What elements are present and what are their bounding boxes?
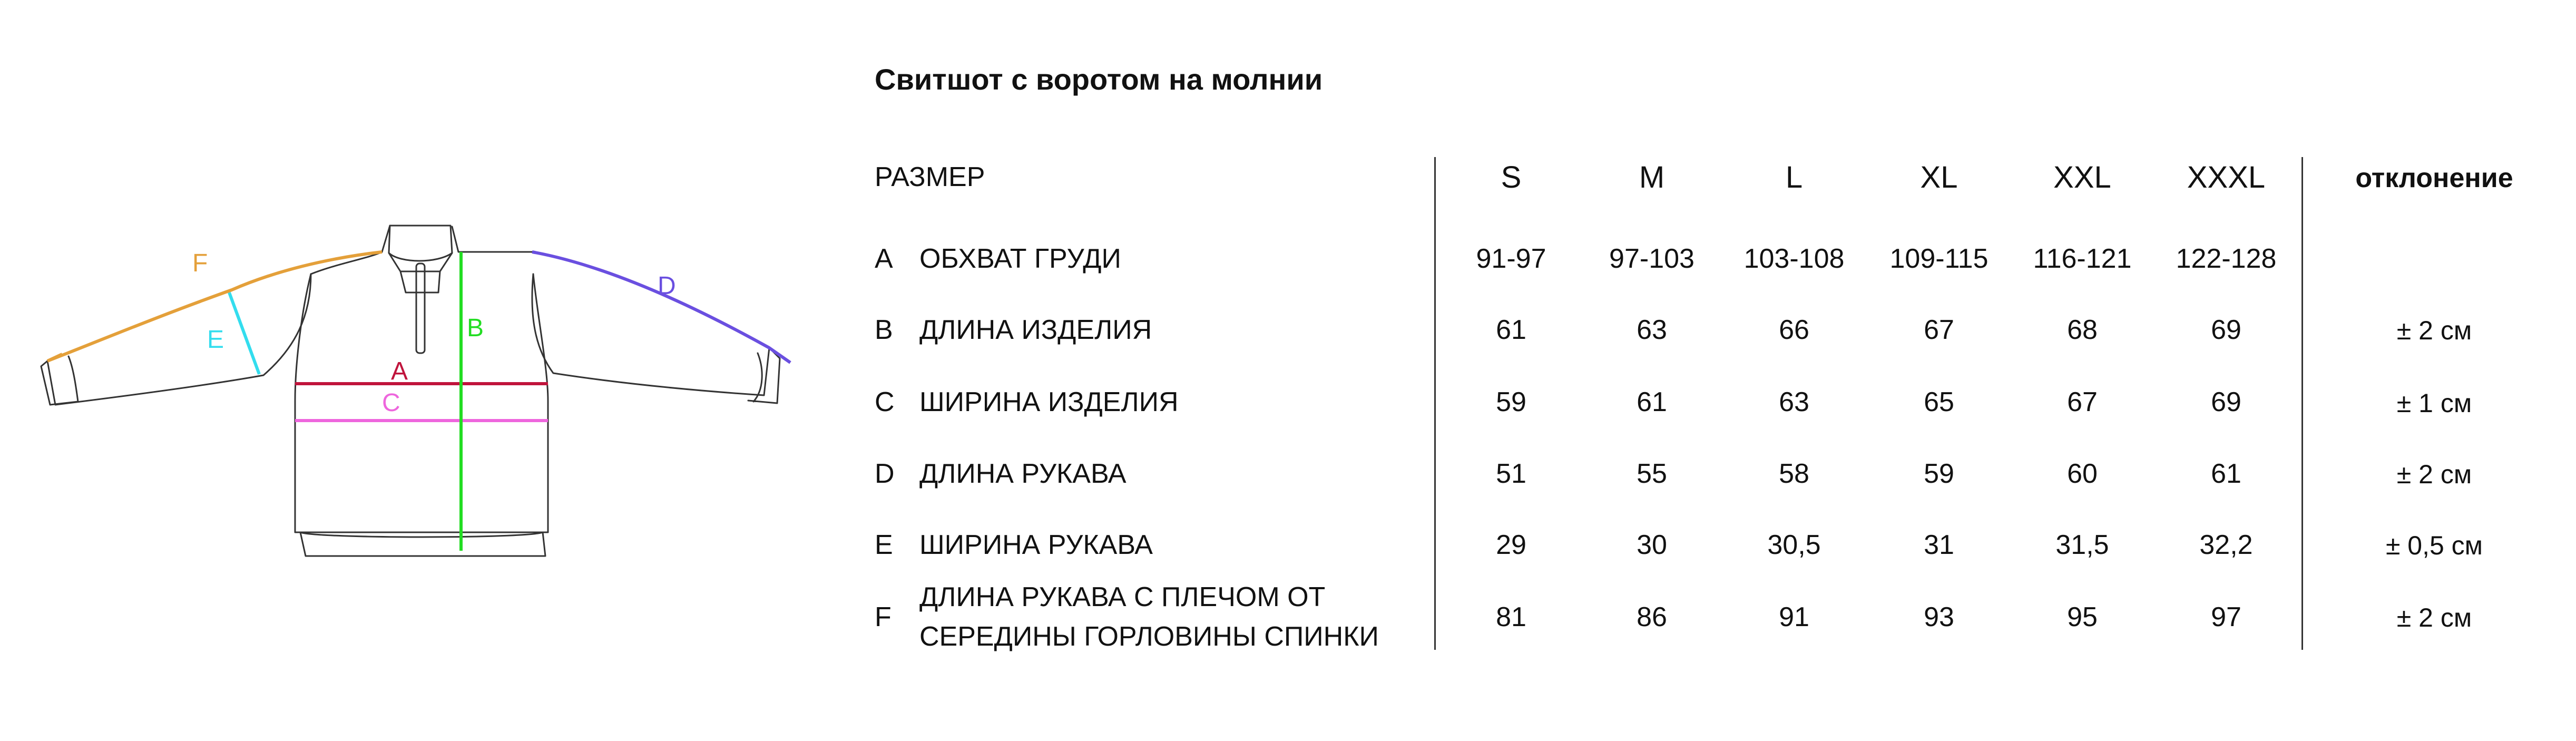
- measure-line-d: [532, 252, 790, 363]
- size-l: L: [1785, 160, 1803, 194]
- sweater-diagram: [0, 0, 843, 741]
- page-title: Свитшот с воротом на молнии: [875, 63, 1323, 96]
- row-e-xl: 31: [1924, 530, 1954, 560]
- row-a-xl: 109-115: [1889, 243, 1989, 274]
- row-a-s: 91-97: [1476, 243, 1546, 274]
- measure-line-e: [229, 292, 259, 374]
- row-c-xxxl: 69: [2211, 387, 2241, 417]
- row-c-m: 61: [1637, 387, 1667, 417]
- row-f-xxxl: 97: [2211, 602, 2241, 632]
- row-c-xxl: 67: [2067, 387, 2098, 417]
- row-f-param-line2: СЕРЕДИНЫ ГОРЛОВИНЫ СПИНКИ: [919, 621, 1379, 652]
- row-c-param: ШИРИНА ИЗДЕЛИЯ: [919, 387, 1179, 417]
- zipper: [416, 264, 425, 353]
- row-e-param: ШИРИНА РУКАВА: [919, 530, 1153, 560]
- row-d-l: 58: [1779, 459, 1809, 489]
- left-cuff: [41, 356, 78, 405]
- row-a-letter: A: [875, 243, 893, 274]
- hem-band: [300, 532, 545, 556]
- row-e-letter: E: [875, 530, 893, 560]
- row-f-m: 86: [1637, 602, 1667, 632]
- row-b-deviation: ± 2 см: [2396, 316, 2472, 345]
- size-m: M: [1639, 160, 1665, 194]
- row-b-xxxl: 69: [2211, 315, 2241, 345]
- row-a-m: 97-103: [1609, 243, 1695, 274]
- row-b-param: ДЛИНА ИЗДЕЛИЯ: [919, 315, 1152, 345]
- size-header: РАЗМЕР: [875, 162, 985, 192]
- divider-right: [2301, 157, 2303, 650]
- label-c: C: [382, 389, 400, 417]
- divider-left: [1434, 157, 1436, 650]
- label-f: F: [192, 249, 208, 277]
- row-c-deviation: ± 1 см: [2396, 388, 2472, 418]
- row-a-param: ОБХВАТ ГРУДИ: [919, 243, 1121, 274]
- row-d-letter: D: [875, 459, 895, 489]
- label-b: B: [467, 314, 484, 342]
- row-e-deviation: ± 0,5 см: [2385, 531, 2483, 560]
- row-b-xxl: 68: [2067, 315, 2098, 345]
- sweater-body: [295, 274, 548, 532]
- row-f-deviation: ± 2 см: [2396, 603, 2472, 632]
- row-c-letter: C: [875, 387, 895, 417]
- row-e-m: 30: [1637, 530, 1667, 560]
- row-f-param-line1: ДЛИНА РУКАВА С ПЛЕЧОМ ОТ: [919, 582, 1326, 612]
- size-s: S: [1501, 160, 1522, 194]
- row-f-letter: F: [875, 602, 892, 632]
- row-d-m: 55: [1637, 459, 1667, 489]
- row-f-xl: 93: [1924, 602, 1954, 632]
- row-c-xl: 65: [1924, 387, 1954, 417]
- row-f-xxl: 95: [2067, 602, 2098, 632]
- row-d-xxl: 60: [2067, 459, 2098, 489]
- row-d-param: ДЛИНА РУКАВА: [919, 459, 1127, 489]
- row-b-l: 66: [1779, 315, 1809, 345]
- row-b-m: 63: [1637, 315, 1667, 345]
- row-f-s: 81: [1496, 602, 1526, 632]
- row-b-s: 61: [1496, 315, 1526, 345]
- label-a: A: [391, 357, 408, 385]
- row-d-s: 51: [1496, 459, 1526, 489]
- row-e-xxl: 31,5: [2055, 530, 2109, 560]
- row-d-xl: 59: [1924, 459, 1954, 489]
- row-e-xxxl: 32,2: [2199, 530, 2253, 560]
- collar: [389, 226, 452, 271]
- row-a-xxl: 116-121: [2033, 243, 2132, 274]
- label-d: D: [658, 272, 676, 300]
- deviation-header: отклонение: [2355, 163, 2513, 193]
- row-a-l: 103-108: [1744, 243, 1845, 274]
- right-sleeve: [532, 252, 769, 395]
- row-c-l: 63: [1779, 387, 1809, 417]
- label-e: E: [207, 326, 224, 354]
- row-f-l: 91: [1779, 602, 1809, 632]
- row-b-letter: B: [875, 315, 893, 345]
- size-xxl: XXL: [2053, 160, 2111, 194]
- row-e-s: 29: [1496, 530, 1526, 560]
- size-xxxl: XXXL: [2187, 160, 2266, 194]
- row-d-deviation: ± 2 см: [2396, 460, 2472, 489]
- size-xl: XL: [1920, 160, 1958, 194]
- row-d-xxxl: 61: [2211, 459, 2241, 489]
- row-c-s: 59: [1496, 387, 1526, 417]
- row-a-xxxl: 122-128: [2176, 243, 2277, 274]
- row-e-l: 30,5: [1767, 530, 1821, 560]
- row-b-xl: 67: [1924, 315, 1954, 345]
